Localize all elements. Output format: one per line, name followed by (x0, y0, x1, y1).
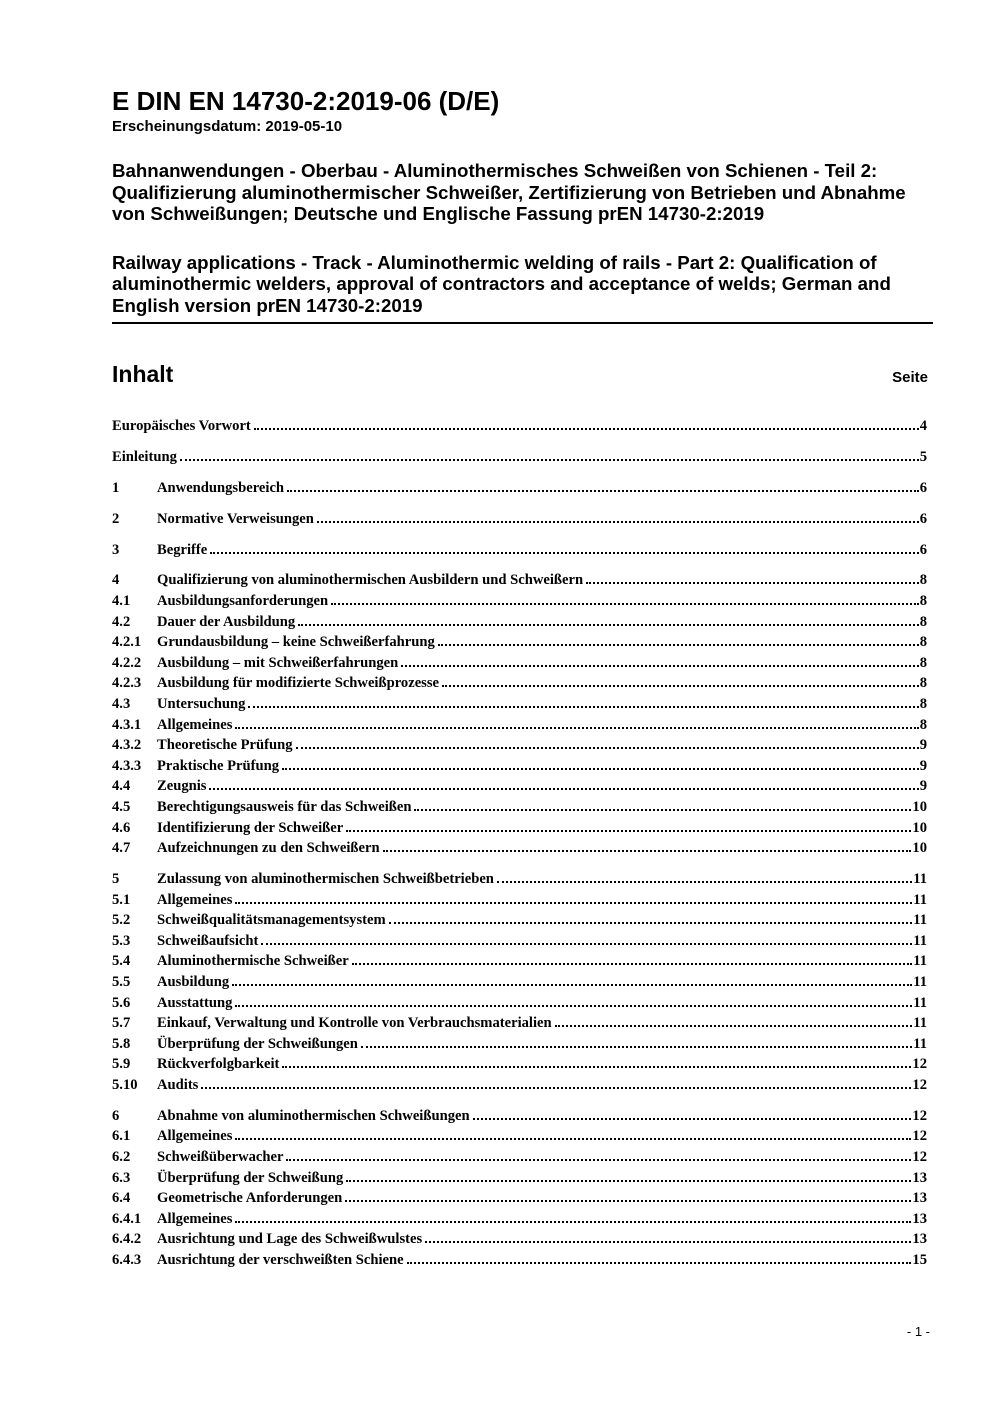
toc-entry-page: 10 (912, 840, 927, 857)
toc-entry-title: Rückverfolgbarkeit (157, 1056, 280, 1073)
toc-entry[interactable] (112, 1188, 933, 1209)
toc-entry[interactable] (112, 931, 933, 952)
toc-entry[interactable] (112, 612, 933, 633)
toc-leader-dots (287, 487, 919, 492)
toc-leader-dots (383, 847, 912, 852)
toc-entry-page: 11 (913, 1015, 927, 1032)
toc-entry[interactable] (112, 1054, 933, 1075)
toc-entry-title: Untersuchung (157, 696, 246, 713)
toc-entry[interactable] (112, 1147, 933, 1168)
toc-page-column-label: Seite (892, 369, 928, 386)
toc-leader-dots (346, 1177, 911, 1182)
toc-entry-number: 5.1 (112, 891, 131, 908)
toc-entry-title: Praktische Prüfung (157, 757, 280, 774)
toc-entry-page: 11 (913, 912, 927, 929)
toc-entry[interactable] (112, 447, 933, 468)
toc-entry-title: Audits (157, 1077, 199, 1093)
toc-entry-number: 6.2 (112, 1149, 131, 1166)
toc-entry[interactable] (112, 478, 933, 499)
toc-entry-page: 15 (912, 1252, 927, 1269)
page-number: - 1 - (906, 1324, 930, 1339)
toc-leader-dots (425, 1238, 911, 1243)
toc-leader-dots (352, 960, 912, 965)
toc-leader-dots (331, 600, 919, 605)
toc-entry[interactable] (112, 715, 933, 736)
toc-entry-number: 4.1 (112, 593, 131, 610)
toc-entry-page: 12 (912, 1107, 927, 1124)
toc-entry[interactable] (112, 951, 933, 972)
toc-entry-title: Allgemeines (157, 891, 233, 908)
toc-header (112, 361, 933, 388)
toc-entry-title: Überprüfung der Schweißungen (157, 1035, 358, 1052)
toc-leader-dots (254, 425, 919, 430)
toc-entry-title: Allgemeines (157, 716, 233, 733)
toc-entry[interactable] (112, 570, 933, 591)
toc-entry-page: 8 (919, 654, 927, 671)
toc-entry-title: Berechtigungsausweis für das Schweißen (157, 798, 412, 815)
toc-entry-number: 5.5 (112, 974, 131, 991)
toc-group (112, 509, 933, 530)
toc-leader-dots (235, 1218, 911, 1223)
toc-entry-page: 6 (919, 479, 927, 496)
toc-entry-title: Normative Verweisungen (157, 510, 314, 527)
toc-leader-dots (346, 827, 911, 832)
toc-entry-page: 6 (919, 510, 927, 527)
toc-leader-dots (261, 940, 912, 945)
toc-entry-title: Aufzeichnungen zu den Schweißern (157, 840, 380, 857)
toc-entry[interactable] (112, 735, 933, 756)
toc-group (112, 416, 933, 437)
toc-entry-number: 6.4.1 (112, 1210, 142, 1227)
toc-entry-page: 13 (912, 1190, 927, 1207)
toc-entry-page: 12 (912, 1077, 927, 1093)
toc-entry-number: 6.3 (112, 1169, 131, 1186)
toc-entry-number: 5.4 (112, 953, 131, 970)
toc-leader-dots (210, 549, 918, 554)
toc-entry-number: 6.1 (112, 1128, 131, 1145)
toc-entry-page: 8 (919, 716, 927, 733)
toc-entry-page: 8 (919, 675, 927, 692)
toc-entry[interactable] (112, 1013, 933, 1034)
toc-entry-title: Zeugnis (157, 778, 207, 795)
toc-entry-title: Qualifizierung von aluminothermischen Ausbildern und Schweißern (157, 572, 584, 589)
toc-group (112, 570, 933, 858)
toc-entry-number: 5.2 (112, 912, 131, 929)
toc-entry[interactable] (112, 818, 933, 839)
toc-entry[interactable] (112, 591, 933, 612)
toc-entry-number: 4.3.1 (112, 716, 142, 733)
toc-entry-title: Allgemeines (157, 1210, 233, 1227)
toc-group (112, 869, 933, 1096)
toc-entry-number: 6 (112, 1107, 120, 1124)
doc-title: E DIN EN 14730-2:2019-06 (D/E) (112, 86, 500, 116)
toc-entry-number: 4.3.2 (112, 737, 142, 754)
toc-entry-title: Schweißaufsicht (157, 932, 259, 949)
toc-leader-dots (235, 899, 912, 904)
toc-entry-page: 13 (912, 1231, 927, 1248)
toc-entry[interactable] (112, 838, 933, 859)
toc-entry[interactable] (112, 869, 933, 890)
toc-entry-title: Schweißqualitätsmanagementsystem (157, 912, 386, 929)
toc-entry-number: 4.2 (112, 613, 131, 630)
toc-entry-number: 5.7 (112, 1015, 131, 1032)
toc-leader-dots (389, 919, 913, 924)
toc-entry[interactable] (112, 653, 933, 674)
toc-entry[interactable] (112, 1209, 933, 1230)
page-footer (112, 1324, 933, 1340)
toc-entry[interactable] (112, 890, 933, 911)
toc-entry-title: Ausbildungsanforderungen (157, 593, 329, 610)
toc-leader-dots (473, 1115, 912, 1120)
toc-entry-page: 9 (919, 737, 927, 754)
toc-entry-page: 4 (919, 418, 927, 434)
toc-entry-page: 11 (913, 974, 927, 991)
toc-entry-number: 4.2.1 (112, 634, 142, 651)
toc-leader-dots (401, 662, 918, 667)
toc-entry-title: Ausbildung für modifizierte Schweißprozesse (157, 675, 440, 692)
doc-subtitle-german: Bahnanwendungen - Oberbau - Aluminothermisches Schweißen von Schienen - Teil 2: Qualifizierung aluminothermischer Schweißer, Zertifizierung von Betrieben und Abnahme von Schweißungen; Deutsche und Englische Fassung prEN 14730-2:2019 (112, 160, 906, 225)
toc-leader-dots (442, 682, 919, 687)
toc-leader-dots (586, 579, 919, 584)
table-of-contents (112, 416, 933, 1271)
toc-entry[interactable] (112, 416, 933, 437)
toc-leader-dots (407, 1259, 912, 1264)
toc-leader-dots (180, 456, 919, 461)
toc-entry-title: Europäisches Vorwort (112, 418, 251, 434)
toc-group (112, 1106, 933, 1271)
toc-entry[interactable] (112, 797, 933, 818)
toc-entry-page: 10 (912, 798, 927, 815)
toc-entry-page: 11 (913, 932, 927, 949)
toc-entry-number: 4.4 (112, 778, 131, 795)
toc-leader-dots (235, 724, 918, 729)
toc-leader-dots (235, 1135, 911, 1140)
toc-entry-title: Zulassung von aluminothermischen Schweißbetrieben (157, 871, 494, 888)
toc-entry-number: 5.9 (112, 1056, 131, 1073)
toc-entry-page: 8 (919, 593, 927, 610)
toc-entry-page: 12 (912, 1056, 927, 1073)
toc-heading: Inhalt (112, 361, 174, 387)
doc-release-date: Erscheinungsdatum: 2019-05-10 (112, 118, 343, 135)
doc-subtitle-english: Railway applications - Track - Aluminothermic welding of rails - Part 2: Qualification of aluminothermic welders, approval of contractors and acceptance of welds; German and English version prEN 14730-2:2019 (112, 251, 891, 316)
toc-entry-title: Ausrichtung und Lage des Schweißwulstes (157, 1231, 423, 1248)
toc-leader-dots (286, 1156, 911, 1161)
toc-entry-number: 4 (112, 572, 120, 589)
toc-entry-title: Ausstattung (157, 994, 233, 1011)
toc-leader-dots (361, 1043, 912, 1048)
toc-entry-title: Ausbildung (157, 974, 230, 991)
toc-entry-number: 4.2.3 (112, 675, 142, 692)
toc-leader-dots (282, 765, 919, 770)
toc-entry[interactable] (112, 1075, 933, 1096)
toc-leader-dots (497, 878, 912, 883)
toc-entry-page: 12 (912, 1128, 927, 1145)
toc-entry-number: 1 (112, 479, 120, 496)
toc-entry[interactable] (112, 756, 933, 777)
toc-entry-title: Einleitung (112, 448, 177, 465)
toc-entry-page: 8 (919, 696, 927, 713)
toc-entry-page: 8 (919, 634, 927, 651)
toc-entry[interactable] (112, 540, 933, 561)
toc-leader-dots (232, 981, 912, 986)
toc-leader-dots (282, 1063, 911, 1068)
toc-entry-title: Abnahme von aluminothermischen Schweißungen (157, 1107, 470, 1124)
toc-entry-page: 9 (919, 778, 927, 795)
toc-entry[interactable] (112, 1126, 933, 1147)
toc-entry[interactable] (112, 1229, 933, 1250)
toc-entry-title: Ausbildung – mit Schweißerfahrungen (157, 654, 399, 671)
toc-entry-page: 11 (913, 891, 927, 908)
toc-entry[interactable] (112, 632, 933, 653)
toc-entry-number: 4.6 (112, 819, 131, 836)
toc-leader-dots (201, 1084, 911, 1089)
toc-entry-title: Überprüfung der Schweißung (157, 1169, 344, 1186)
toc-entry-number: 6.4 (112, 1190, 131, 1207)
toc-entry[interactable] (112, 694, 933, 715)
toc-entry-number: 5.3 (112, 932, 131, 949)
toc-entry-title: Grundausbildung – keine Schweißerfahrung (157, 634, 435, 651)
header-divider (112, 322, 933, 324)
toc-entry[interactable] (112, 673, 933, 694)
toc-entry-page: 11 (913, 871, 927, 888)
toc-entry[interactable] (112, 972, 933, 993)
toc-entry-page: 8 (919, 613, 927, 630)
toc-leader-dots (298, 621, 919, 626)
toc-entry-number: 4.3.3 (112, 757, 142, 774)
toc-entry-title: Einkauf, Verwaltung und Kontrolle von Verbrauchsmaterialien (157, 1015, 552, 1032)
toc-entry[interactable] (112, 993, 933, 1014)
toc-entry-number: 5.10 (112, 1077, 138, 1093)
toc-group (112, 447, 933, 468)
toc-entry-number: 6.4.2 (112, 1231, 142, 1248)
toc-entry-title: Geometrische Anforderungen (157, 1190, 343, 1207)
toc-entry-number: 5.6 (112, 994, 131, 1011)
toc-entry-number: 2 (112, 510, 120, 527)
toc-entry[interactable] (112, 1250, 933, 1271)
toc-leader-dots (209, 785, 918, 790)
toc-leader-dots (414, 806, 911, 811)
toc-entry[interactable] (112, 776, 933, 797)
toc-entry-number: 4.3 (112, 696, 131, 713)
toc-entry-page: 10 (912, 819, 927, 836)
toc-entry-page: 9 (919, 757, 927, 774)
toc-entry-page: 11 (913, 953, 927, 970)
toc-leader-dots (555, 1022, 913, 1027)
toc-entry-title: Aluminothermische Schweißer (157, 953, 349, 970)
toc-leader-dots (248, 703, 918, 708)
toc-leader-dots (345, 1197, 911, 1202)
toc-entry-page: 11 (913, 1035, 927, 1052)
toc-entry[interactable] (112, 1034, 933, 1055)
toc-entry-title: Anwendungsbereich (157, 479, 285, 496)
toc-entry-number: 4.5 (112, 798, 131, 815)
toc-entry-title: Identifizierung der Schweißer (157, 819, 344, 836)
toc-entry[interactable] (112, 910, 933, 931)
toc-group (112, 540, 933, 561)
toc-entry-page: 8 (919, 572, 927, 589)
toc-entry-title: Theoretische Prüfung (157, 737, 293, 754)
toc-entry-page: 12 (912, 1149, 927, 1166)
toc-entry-number: 3 (112, 541, 120, 558)
toc-entry-number: 5.8 (112, 1035, 131, 1052)
toc-leader-dots (438, 641, 919, 646)
toc-entry-title: Dauer der Ausbildung (157, 613, 296, 630)
toc-leader-dots (296, 744, 919, 749)
toc-entry[interactable] (112, 509, 933, 530)
toc-entry-title: Schweißüberwacher (157, 1149, 284, 1166)
toc-entry-number: 6.4.3 (112, 1252, 142, 1269)
toc-entry-page: 13 (912, 1210, 927, 1227)
toc-entry-number: 4.2.2 (112, 654, 142, 671)
toc-entry-page: 13 (912, 1169, 927, 1186)
toc-entry-title: Ausrichtung der verschweißten Schiene (157, 1252, 404, 1269)
toc-entry-number: 4.7 (112, 840, 131, 857)
toc-leader-dots (235, 1002, 912, 1007)
toc-entry[interactable] (112, 1168, 933, 1189)
toc-entry-number: 5 (112, 871, 120, 888)
toc-entry-title: Begriffe (157, 541, 208, 558)
toc-entry[interactable] (112, 1106, 933, 1127)
toc-leader-dots (317, 518, 919, 523)
toc-entry-title: Allgemeines (157, 1128, 233, 1145)
toc-entry-page: 11 (913, 994, 927, 1011)
page-content (112, 0, 933, 1403)
toc-entry-page: 5 (919, 448, 927, 465)
toc-entry-page: 6 (919, 541, 927, 558)
toc-group (112, 478, 933, 499)
